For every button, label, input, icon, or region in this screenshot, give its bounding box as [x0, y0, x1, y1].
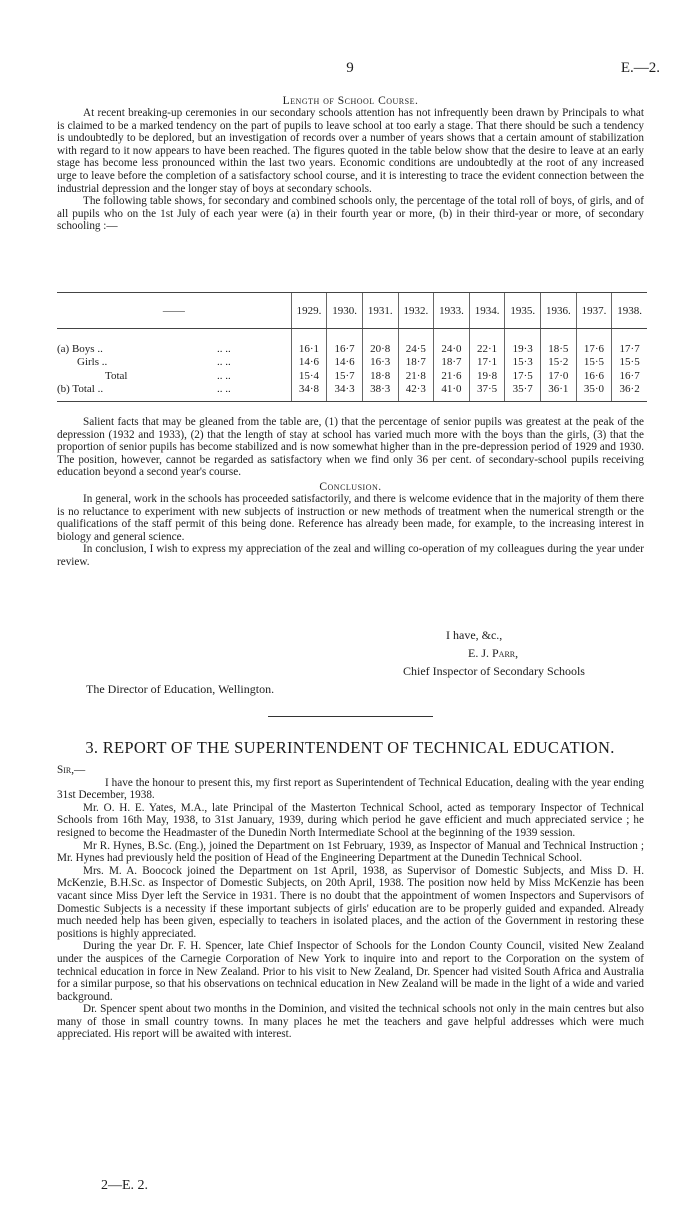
paragraph: Salient facts that may be gleaned from the table are, (1) that the percentage of senior pupils was greatest at the peak of the depression (1932 and 1933), (2) that the length of stay at school has varied much more with the boys than the girls, (3) that the proportion of senior pupils has become stabilized and is now somewhat higher than in the pre-depression period of 1929 and 1930. The position, however, cannot be regarded as satisfactory when we find only 36 per cent. of secondary-school pupils receiving education beyond a second year's course.	[57, 416, 644, 479]
table-cell: 14·6	[291, 355, 327, 369]
table-cell: 17·7	[612, 329, 647, 356]
signature-greeting: I have, &c.,	[446, 628, 503, 642]
table-row	[57, 369, 647, 383]
table-cell: 14·6	[327, 355, 363, 369]
table-cell: 18·7	[398, 355, 434, 369]
section-length-of-course	[57, 95, 644, 233]
table-cell: 21·6	[434, 369, 470, 383]
paragraph: Mr R. Hynes, B.Sc. (Eng.), joined the Department on 1st February, 1939, as Inspector of Manual and Technical Instruction ; Mr. Hynes had previously held the position of Head of the Engineering Department at the Dunedin Technical School.	[57, 839, 644, 865]
year-header: 1930.	[327, 293, 363, 329]
document-reference: E.—2.	[620, 60, 660, 76]
table-cell: 15·7	[327, 369, 363, 383]
paragraph: During the year Dr. F. H. Spencer, late Chief Inspector of Schools for the London County Council, visited New Zealand under the auspices of the Carnegie Corporation of New York to inquire into and report to the Corporation on the system of technical education in force in New Zealand. Prior to his visit to New Zealand, Dr. Spencer had visited South Africa and Australia for a similar purpose, so that his observations on technical education in New Zealand will be made in the light of a wide and varied background.	[57, 940, 644, 1003]
table-cell: 15·3	[505, 355, 541, 369]
table-corner: ——	[57, 293, 291, 329]
paragraph: In general, work in the schools has proceeded satisfactorily, and there is welcome evidence that in the majority of them there is no reluctance to experiment with new subjects of instruction or new methods of treatment when the numerical strength or the qualifications of the staff permit of this being done. Reference has already been made, for example, to the increasing interest in biology and general science.	[57, 492, 644, 543]
table-cell: 17·5	[505, 369, 541, 383]
year-header: 1932.	[398, 293, 434, 329]
table-header-row	[57, 293, 647, 329]
signature-title: Chief Inspector of Secondary Schools	[403, 664, 585, 678]
section-divider	[268, 716, 433, 717]
table-cell: 24·5	[398, 329, 434, 356]
section-conclusion	[57, 416, 644, 569]
table-cell: 36·2	[612, 383, 647, 402]
row-label: (a) Boys .. .. ..	[57, 343, 231, 355]
table-cell: 17·0	[541, 369, 577, 383]
page-number: 9	[346, 60, 354, 76]
year-header: 1938.	[612, 293, 647, 329]
table-cell: 15·2	[541, 355, 577, 369]
paragraph: The following table shows, for secondary and combined schools only, the percentage of the total roll of boys, of girls, and of all pupils who on the 1st July of each year were (a) in their fourth year or more, (b) in their third-year or more, of secondary schooling :—	[57, 195, 644, 233]
table-cell: 15·5	[576, 355, 612, 369]
table-cell: 18·7	[434, 355, 470, 369]
table-cell: 36·1	[541, 383, 577, 402]
section-technical-education	[57, 764, 644, 1041]
table-row	[57, 329, 647, 356]
table-cell: 16·6	[576, 369, 612, 383]
table-cell: 16·7	[612, 369, 647, 383]
table-cell: 15·4	[291, 369, 327, 383]
table-cell: 17·1	[469, 355, 505, 369]
year-header: 1935.	[505, 293, 541, 329]
table-cell: 17·6	[576, 329, 612, 356]
table-cell: 20·8	[362, 329, 398, 356]
percentage-table	[57, 292, 647, 402]
paragraph: In conclusion, I wish to express my appreciation of the zeal and willing co-operation of my colleagues during the year under review.	[57, 543, 644, 568]
table-cell: 18·5	[541, 329, 577, 356]
table-cell: 15·5	[612, 355, 647, 369]
table-cell: 42·3	[398, 383, 434, 402]
table-cell: 16·1	[291, 329, 327, 356]
year-header: 1937.	[576, 293, 612, 329]
year-header: 1933.	[434, 293, 470, 329]
table-cell: 35·0	[576, 383, 612, 402]
year-header: 1929.	[291, 293, 327, 329]
row-label: (b) Total .. .. ..	[57, 383, 291, 402]
table-cell: 19·3	[505, 329, 541, 356]
table-cell: 35·7	[505, 383, 541, 402]
table-cell: 21·8	[398, 369, 434, 383]
table-cell: 16·7	[327, 329, 363, 356]
section-heading: Conclusion.	[319, 480, 382, 493]
addressee: The Director of Education, Wellington.	[86, 682, 275, 696]
paragraph: I have the honour to present this, my first report as Superintendent of Technical Education, dealing with the year ending 31st December, 1938.	[57, 776, 644, 802]
paragraph: Dr. Spencer spent about two months in the Dominion, and visited the technical schools not only in the main centres but also many of those in small country towns. In many places he met the teachers and gave helpful addresses which were much appreciated. His report will be awaited with interest.	[57, 1003, 644, 1041]
signature-name: E. J. Parr,	[468, 646, 519, 660]
table-cell: 34·3	[327, 383, 363, 402]
paragraph: Mr. O. H. E. Yates, M.A., late Principal of the Masterton Technical School, acted as temporary Inspector of Technical Schools from 16th May, 1938, to 31st January, 1939, during which period he gave efficient and much appreciated service ; he resigned to become the Headmaster of the Dunedin North Intermediate School at the beginning of the 1939 session.	[57, 801, 644, 839]
table-cell: 34·8	[291, 383, 327, 402]
table-cell: 24·0	[434, 329, 470, 356]
section-heading: Length of School Course.	[282, 95, 419, 107]
footer-reference: 2—E. 2.	[101, 1178, 149, 1193]
table-cell: 38·3	[362, 383, 398, 402]
year-header: 1934.	[469, 293, 505, 329]
report-title: 3. REPORT OF THE SUPERINTENDENT OF TECHNICAL EDUCATION.	[85, 738, 615, 757]
row-label: Girls .. .. ..	[77, 356, 231, 368]
table-row	[57, 383, 647, 402]
table-cell: 37·5	[469, 383, 505, 402]
paragraph: Mrs. M. A. Boocock joined the Department on 1st April, 1938, as Supervisor of Domestic Subjects, and Miss D. H. McKenzie, B.H.Sc. as Inspector of Domestic Subjects, on 20th April, 1938. The position now held by Miss McKenzie has been vacant since Miss Dyer left the Service in 1931. There is no doubt that the appointment of women Inspectors and Supervisors of Domestic Subjects is a necessity if these important subjects of girls' education are to be properly guided and expanded. Already much needed help has been given, especially to teachers in isolated places, and the action of the Government in restoring these positions is highly appreciated.	[57, 864, 644, 940]
year-header: 1936.	[541, 293, 577, 329]
table-cell: 22·1	[469, 329, 505, 356]
table-cell: 16·3	[362, 355, 398, 369]
table-cell: 19·8	[469, 369, 505, 383]
year-header: 1931.	[362, 293, 398, 329]
row-label: Total .. ..	[105, 370, 231, 382]
table-row	[57, 355, 647, 369]
table-cell: 41·0	[434, 383, 470, 402]
table-cell: 18·8	[362, 369, 398, 383]
paragraph: At recent breaking-up ceremonies in our secondary schools attention has not infrequently been drawn by Principals to what is claimed to be a marked tendency on the part of pupils to leave school at too early a stage. That there should be such a tendency is undoubtedly to be deplored, but an investigation of records over a number of years shows that a certain amount of stabilization with regard to it now appears to have been reached. The figures quoted in the table below show that the desire to leave at an early stage has become less pronounced within the last two years. Economic conditions are undoubtedly at the root of any increased urge to leave before the completion of a satisfactory school course, and it is interesting to trace the evident connection between the industrial depression and the longer stay of boys at secondary schools.	[57, 107, 644, 195]
salutation: Sir,—	[57, 764, 86, 776]
